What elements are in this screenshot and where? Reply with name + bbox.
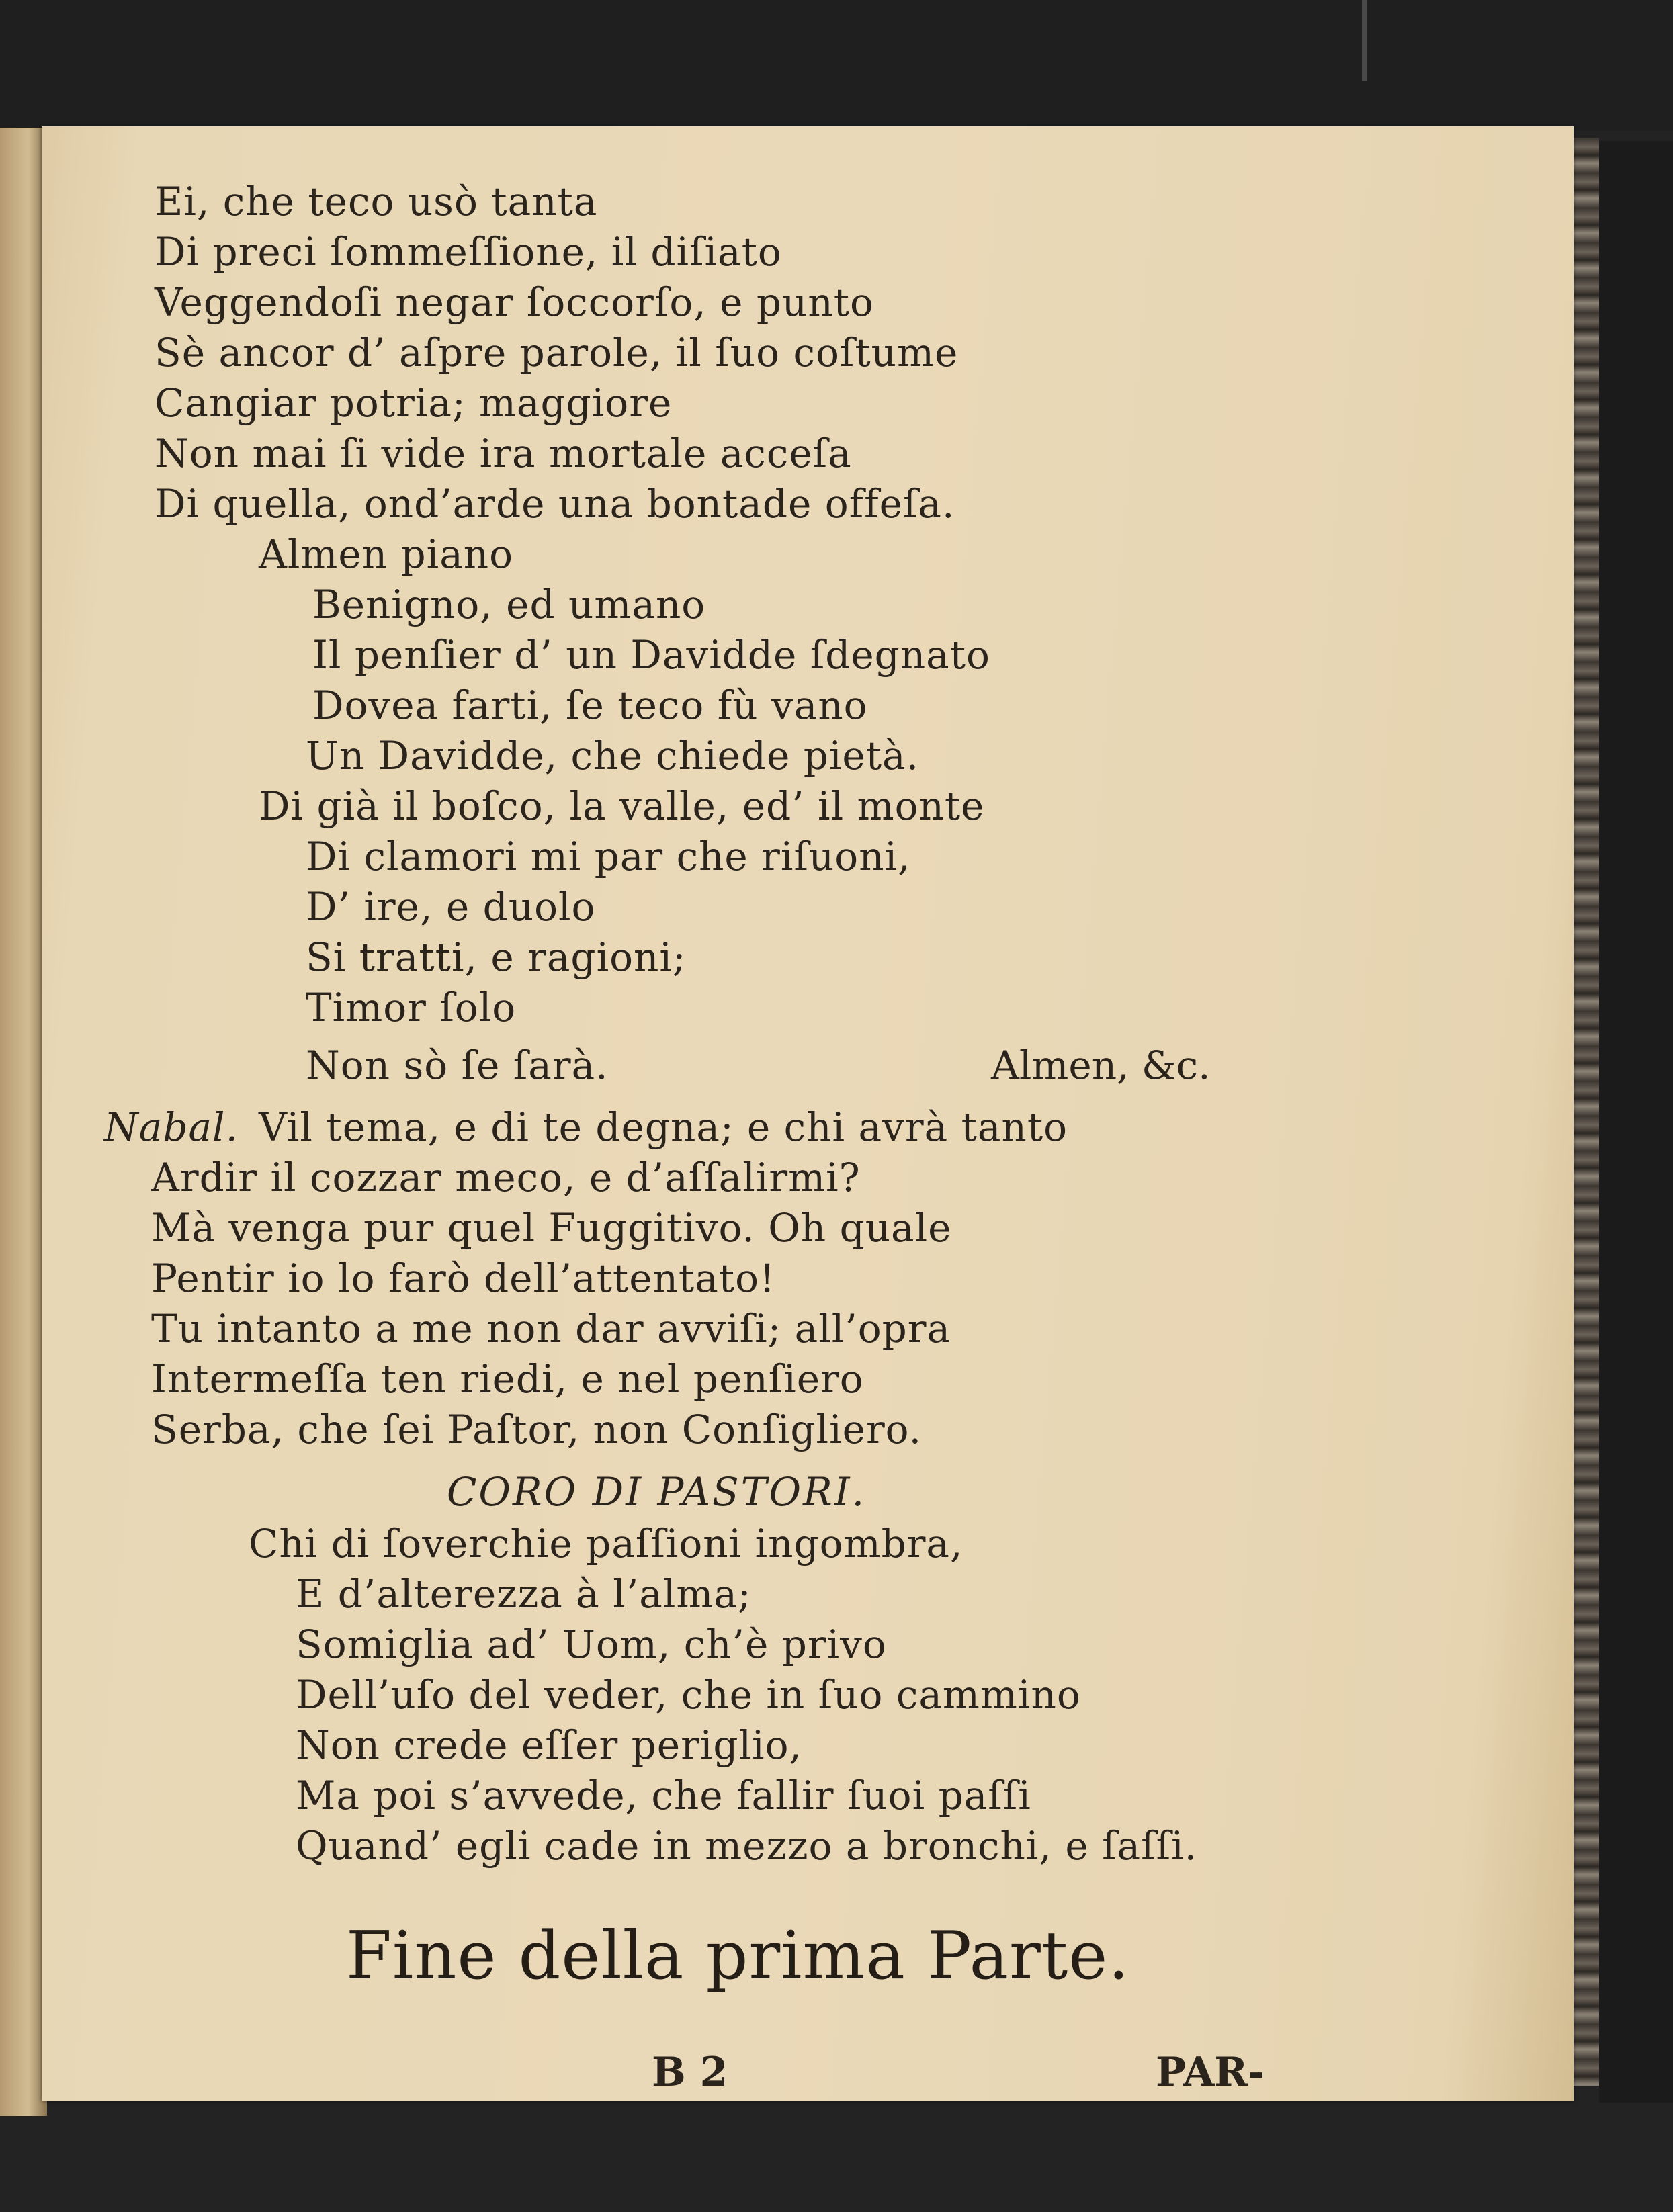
aria-line: Di già il boſco, la valle, ed’ il monte xyxy=(259,783,985,829)
text-line: Sè ancor d’ aſpre parole, il ſuo coſtume xyxy=(155,330,959,375)
text-line: Ardir il cozzar meco, e d’aſſalirmi? xyxy=(151,1155,861,1200)
text-line: Vil tema, e di te degna; e chi avrà tanto xyxy=(259,1104,1068,1150)
refrain-reference: Almen, &c. xyxy=(991,1043,1211,1088)
chorus-heading: CORO DI PASTORI. xyxy=(447,1469,867,1515)
text-line: Non mai ſi vide ira mortale acceſa xyxy=(155,431,852,476)
text-line: Serba, che ſei Paſtor, non Conſigliero. xyxy=(151,1407,923,1452)
background-shadow xyxy=(1599,141,1673,2103)
text-line: Cangiar potria; maggiore xyxy=(155,380,673,426)
text-line: Di quella, ond’arde una bontade offeſa. xyxy=(155,481,955,527)
aria-line: D’ ire, e duolo xyxy=(306,884,596,930)
aria-line: Un Davidde, che chiede pietà. xyxy=(306,733,920,779)
chorus-line: Ma poi s’avvede, che fallir ſuoi paſſi xyxy=(296,1773,1031,1818)
binding-background xyxy=(0,0,1673,131)
aria-line: Di clamori mi par che riſuoni, xyxy=(306,834,911,879)
text-line: Mà venga pur quel Fuggitivo. Oh quale xyxy=(151,1205,952,1251)
aria-line: Almen piano xyxy=(259,531,514,577)
signature-mark: B 2 xyxy=(652,2049,728,2096)
chorus-line: Dell’uſo del veder, che in ſuo cammino xyxy=(296,1672,1081,1718)
aria-line: Dovea farti, ſe teco fù vano xyxy=(312,682,868,728)
aria-line: Si tratti, e ragioni; xyxy=(306,934,687,980)
text-line: Intermeſſa ten riedi, e nel penſiero xyxy=(151,1356,864,1402)
chorus-line: Non crede eſſer periglio, xyxy=(296,1722,802,1768)
chorus-line: Quand’ egli cade in mezzo a bronchi, e ſaſſi. xyxy=(296,1823,1198,1869)
text-line: Veggendoſi negar ſoccorſo, e punto xyxy=(155,279,874,325)
speaker-name: Nabal. xyxy=(104,1104,239,1150)
aria-line: Benigno, ed umano xyxy=(312,582,706,627)
chorus-line: E d’alterezza à l’alma; xyxy=(296,1571,752,1617)
text-line: Pentir io lo farò dell’attentato! xyxy=(151,1255,776,1301)
chorus-line: Chi di ſoverchie paſſioni ingombra, xyxy=(249,1521,963,1566)
text-line: Tu intanto a me non dar avviſi; all’opra xyxy=(151,1306,951,1352)
aria-line: Non sò ſe ſarà. xyxy=(306,1043,609,1088)
chorus-line: Somiglia ad’ Uom, ch’è privo xyxy=(296,1622,887,1667)
aria-line: Il penſier d’ un Davidde ſdegnato xyxy=(312,632,990,678)
text-line: Ei, che teco usò tanta xyxy=(155,179,598,224)
end-of-part-title: Fine della prima Parte. xyxy=(346,1918,1130,1994)
facing-page-edge xyxy=(0,128,47,2116)
binding-thread xyxy=(1362,0,1367,81)
text-line: Di preci ſommeſſione, il diſiato xyxy=(155,229,782,275)
aria-line: Timor ſolo xyxy=(306,985,517,1030)
catchword: PAR- xyxy=(1156,2049,1265,2096)
